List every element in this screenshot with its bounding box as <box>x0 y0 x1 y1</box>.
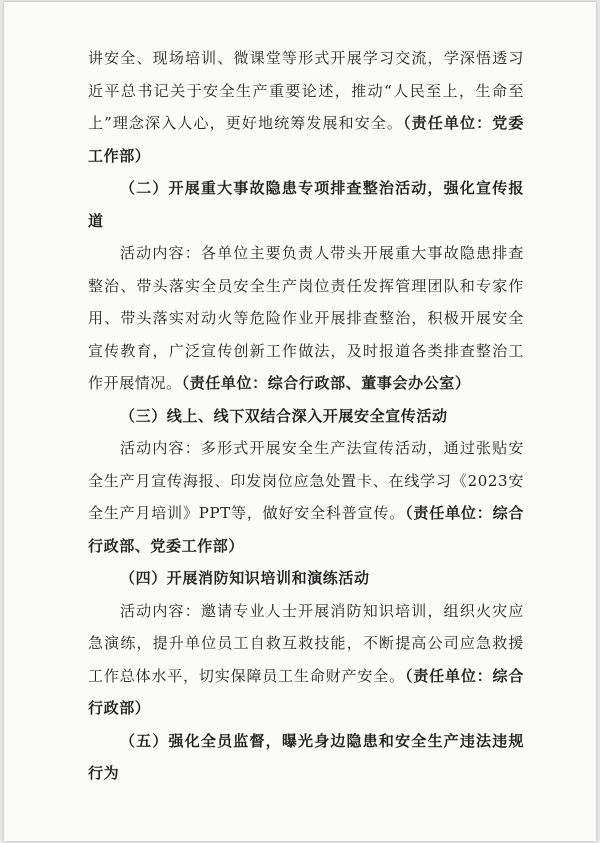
section-body-2 <box>88 237 524 400</box>
paragraph-text: 讲安全、现场培训、微课堂等形式开展学习交流，学深悟透习近平总书记关于安全生产重要论述，推动“人民至上，生命至上”理念深入人心，更好地统筹发展和安全。 <box>88 49 524 132</box>
section-body-4 <box>88 595 524 725</box>
activity-content: 活动内容：多形式开展安全生产法宣传活动，通过张贴安全生产月宣传海报、印发岗位应急处置卡、在线学习《2023安全生产月培训》PPT等，做好安全科普宣传。 <box>88 439 524 522</box>
section-heading-2: （二）开展重大事故隐患专项排查整治活动，强化宣传报道 <box>88 179 524 230</box>
section-heading-4: （四）开展消防知识培训和演练活动 <box>120 569 370 587</box>
responsible-unit: （责任单位：综合行政部、党委工作部） <box>88 504 524 555</box>
responsible-unit: （责任单位：综合行政部） <box>88 666 524 717</box>
section-heading-3: （三）线上、线下双结合深入开展安全宣传活动 <box>120 406 448 425</box>
document-page <box>4 2 596 841</box>
responsible-unit: （责任单位：党委工作部） <box>88 114 524 165</box>
activity-content: 活动内容：各单位主要负责人带头开展重大事故隐患排查整治、带头落实全员安全生产岗位责任发挥管理团队和专家作用、带头落实对动火等危险作业开展排查整治，积极开展安全宣传教育，广泛宣传创新工作做法，及时报道各类排查整治工作开展情况。 <box>88 244 524 392</box>
activity-content: 活动内容：邀请专业人士开展消防知识培训，组织火灾应急演练，提升单位员工自救互救技能，不断提高公司应急救援工作总体水平，切实保障员工生命财产安全。 <box>88 601 524 685</box>
section-body-3 <box>88 432 524 562</box>
section-heading-5: （五）强化全员监督，曝光身边隐患和安全生产违法违规行为 <box>88 731 524 782</box>
responsible-unit: （责任单位：综合行政部、董事会办公室） <box>181 374 471 392</box>
document-body <box>88 42 524 790</box>
paragraph-continued <box>88 42 524 172</box>
